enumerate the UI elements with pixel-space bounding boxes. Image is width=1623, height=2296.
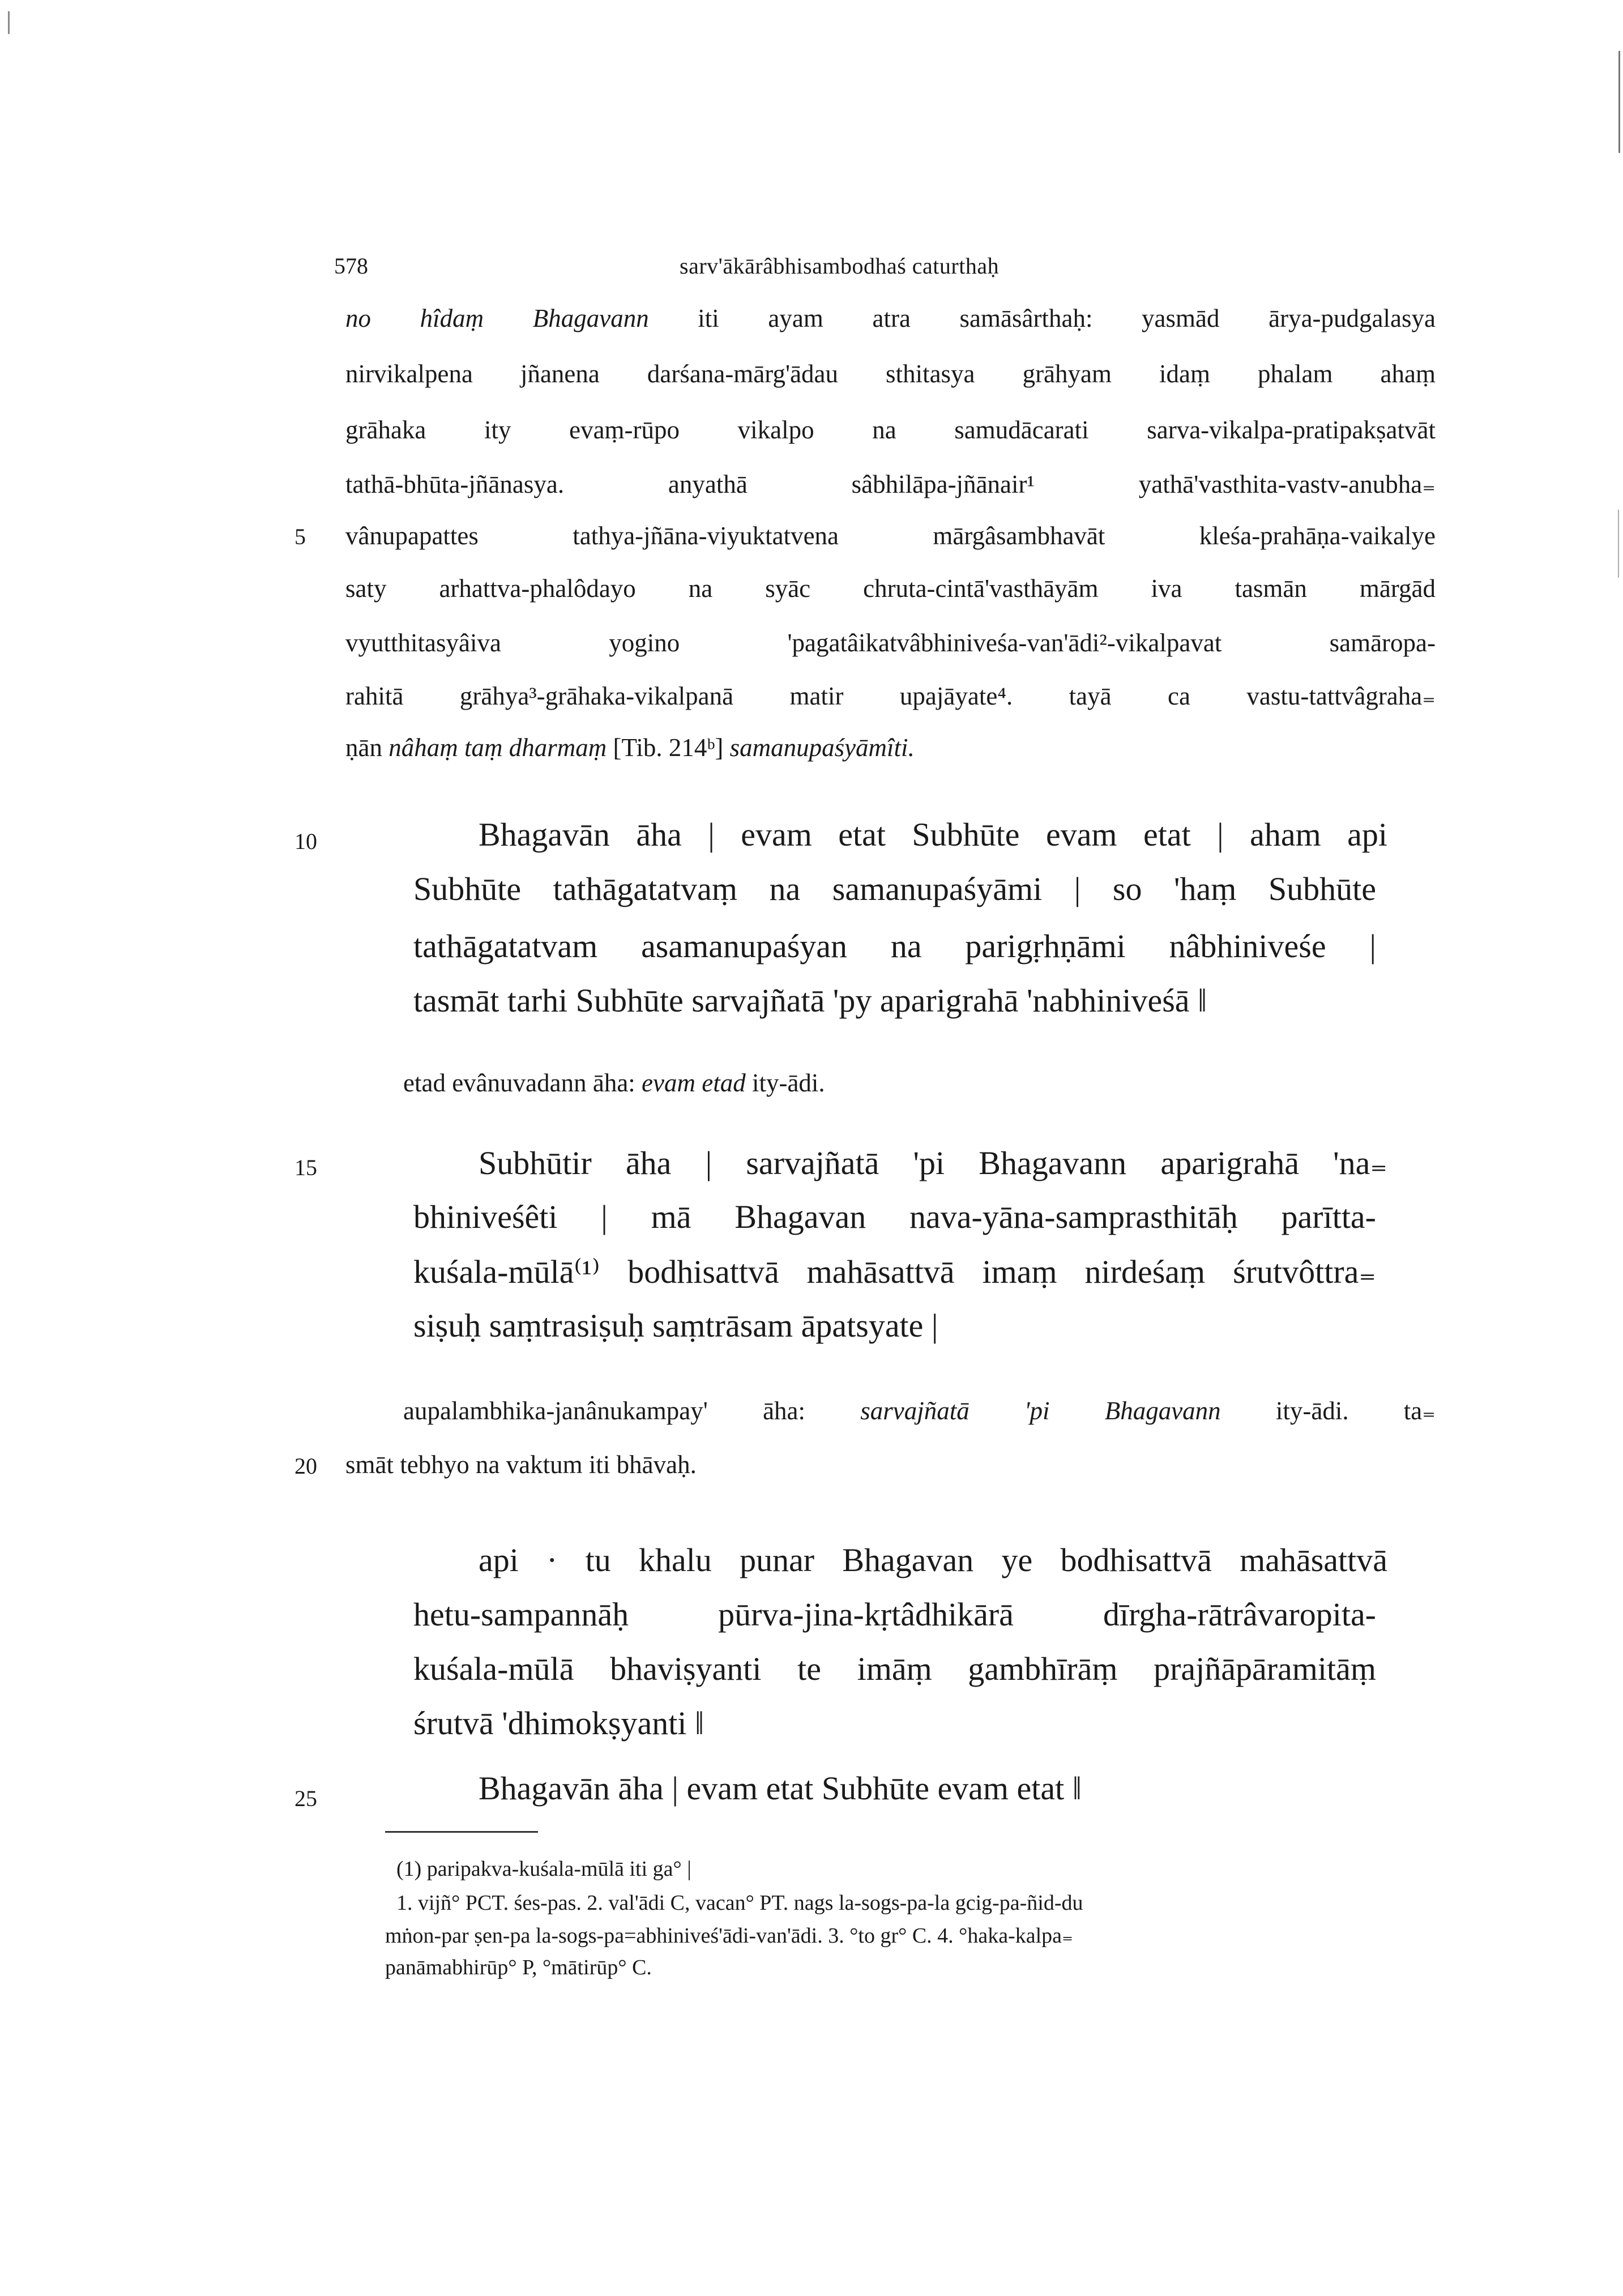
sutra-line: Bhagavān āha | evam etat Subhūte evam etat | aham api bbox=[479, 816, 1387, 853]
footnote: panāmabhirūp° P, °mātirūp° C. bbox=[385, 1956, 652, 1979]
commentary-line: vyutthitasyâiva yogino 'pagatâikatvâbhiniveśa-van'ādi²-vikalpavat samāropa- bbox=[345, 629, 1436, 657]
commentary-line: aupalambhika-janânukampay' āha: sarvajñatā 'pi Bhagavann ity-ādi. ta₌ bbox=[403, 1397, 1436, 1425]
sutra-line: Subhūtir āha | sarvajñatā 'pi Bhagavann aparigrahā 'na₌ bbox=[479, 1145, 1387, 1181]
commentary-line: no hîdaṃ Bhagavann iti ayam atra samāsârthaḥ: yasmād ārya-pudgalasya bbox=[345, 304, 1436, 332]
footnote: mṅon-par ṣen-pa la-sogs-pa=abhiniveś'ādi-van'ādi. 3. °to gr° C. 4. °haka-kalpa₌ bbox=[385, 1924, 1074, 1948]
lemma-italic: samanupaśyāmîti. bbox=[729, 733, 915, 762]
commentary-line: nirvikalpena jñanena darśana-mārg'ādau sthitasya grāhyam idaṃ phalam ahaṃ bbox=[345, 360, 1436, 388]
sutra-line: siṣuḥ saṃtrasiṣuḥ saṃtrāsam āpatsyate | bbox=[413, 1307, 938, 1344]
scan-edge-mark bbox=[1618, 51, 1620, 153]
commentary-line: etad evânuvadann āha: evam etad ity-ādi. bbox=[403, 1069, 825, 1097]
footnote: 1. vijñ° PCT. śes-pas. 2. val'ādi C, vacan° PT. nags la-sogs-pa-la gcig-pa-ñid-du bbox=[396, 1891, 1083, 1915]
commentary-line: grāhaka ity evaṃ-rūpo vikalpo na samudācarati sarva-vikalpa-pratipakṣatvāt bbox=[345, 416, 1436, 444]
commentary-line: tathā-bhūta-jñānasya. anyathā sâbhilāpa-jñānair¹ yathā'vasthita-vastv-anubha₌ bbox=[345, 470, 1436, 498]
line-number: 25 bbox=[294, 1786, 317, 1811]
running-title: sarv'ākārâbhisambodhaś caturthaḥ bbox=[680, 253, 1000, 279]
line-number: 15 bbox=[294, 1155, 317, 1180]
sutra-line: hetu-sampannāḥ pūrva-jina-kṛtâdhikārā dīrgha-rātrâvaropita- bbox=[413, 1596, 1376, 1633]
commentary-line: vânupapattes tathya-jñāna-viyuktatvena mārgâsambhavāt kleśa-prahāṇa-vaikalye bbox=[345, 522, 1436, 550]
page-number: 578 bbox=[334, 253, 368, 279]
commentary-line: smāt tebhyo na vaktum iti bhāvaḥ. bbox=[345, 1450, 697, 1479]
sutra-line: śrutvā 'dhimokṣyanti ‖ bbox=[413, 1705, 704, 1742]
line-number: 20 bbox=[294, 1453, 317, 1479]
sutra-line: kuśala-mūlā bhaviṣyanti te imāṃ gambhīrāṃ prajñāpāramitāṃ bbox=[413, 1650, 1376, 1687]
commentary-line: saty arhattva-phalôdayo na syāc chruta-cintā'vasthāyām iva tasmān mārgād bbox=[345, 574, 1436, 603]
sutra-line: Subhūte tathāgatatvaṃ na samanupaśyāmi | so 'haṃ Subhūte bbox=[413, 870, 1376, 907]
commentary-line: rahitā grāhya³-grāhaka-vikalpanā matir upajāyate⁴. tayā ca vastu-tattvâgraha₌ bbox=[345, 682, 1436, 710]
sutra-line: kuśala-mūlā⁽¹⁾ bodhisattvā mahāsattvā imaṃ nirdeśaṃ śrutvôttra₌ bbox=[413, 1253, 1376, 1290]
scan-edge-mark bbox=[1618, 510, 1619, 578]
lemma-italic: no hîdaṃ Bhagavann bbox=[345, 304, 649, 332]
line-number: 5 bbox=[294, 524, 306, 549]
footnote-rule bbox=[385, 1831, 538, 1833]
sutra-line: Bhagavān āha | evam etat Subhūte evam etat ‖ bbox=[479, 1770, 1082, 1807]
lemma-italic: evam etad bbox=[642, 1069, 746, 1097]
sutra-line: api · tu khalu punar Bhagavan ye bodhisattvā mahāsattvā bbox=[479, 1542, 1387, 1578]
line-number: 10 bbox=[294, 829, 317, 854]
sutra-line: bhiniveśêti | mā Bhagavan nava-yāna-samprasthitāḥ parītta- bbox=[413, 1198, 1376, 1235]
lemma-italic: sarvajñatā 'pi Bhagavann bbox=[860, 1397, 1221, 1425]
commentary-line: ṇān nâhaṃ taṃ dharmaṃ [Tib. 214ᵇ] samanupaśyāmîti. bbox=[345, 733, 915, 762]
sutra-line: tathāgatatvam asamanupaśyan na parigṛhṇāmi nâbhiniveśe | bbox=[413, 928, 1376, 965]
sutra-line: tasmāt tarhi Subhūte sarvajñatā 'py aparigrahā 'nabhiniveśā ‖ bbox=[413, 982, 1207, 1019]
lemma-italic: nâhaṃ taṃ dharmaṃ bbox=[388, 733, 607, 762]
footnote: (1) paripakva-kuśala-mūlā iti ga° | bbox=[396, 1857, 691, 1881]
scan-edge-mark bbox=[8, 11, 10, 34]
